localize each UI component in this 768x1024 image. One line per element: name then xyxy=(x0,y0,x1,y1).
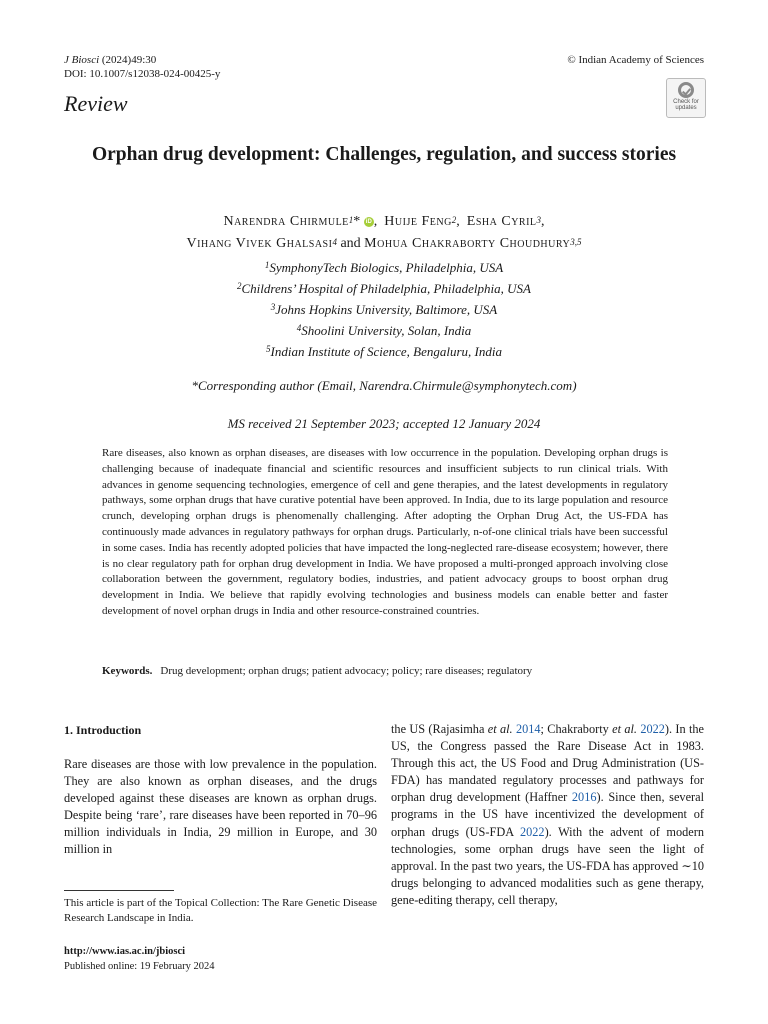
affiliation-number: 2 xyxy=(237,281,242,291)
affiliation-number: 3 xyxy=(270,302,276,312)
author-list: Narendra Chirmule$^1$* iD , Huije Feng$^2$, Esha Cyril$^3$, Vihang Vivek Ghalsasi$^4$ and Mohua Chakraborty Choudhury$^{3,5}$ xyxy=(186,214,582,251)
journal-citation xyxy=(64,53,220,81)
keywords-text: Drug development; orphan drugs; patient advocacy; policy; rare diseases; regulatory xyxy=(160,665,533,677)
author-name[interactable]: Huije Feng xyxy=(384,214,452,229)
affiliation-number: 5 xyxy=(266,344,271,354)
badge-label: Check for updates xyxy=(673,99,699,111)
citation-link[interactable]: 2022 xyxy=(640,722,665,736)
journal-volume: (2024)49:30 xyxy=(99,54,157,66)
affiliation xyxy=(64,299,704,320)
text-run: ; Chakraborty xyxy=(540,722,613,736)
text-run: et al. xyxy=(612,722,637,736)
author-sup: 4 xyxy=(332,237,337,247)
author-name[interactable]: Mohua Chakraborty Choudhury xyxy=(364,236,571,251)
author-name[interactable]: Vihang Vivek Ghalsasi xyxy=(186,236,333,251)
affiliation xyxy=(64,278,704,299)
manuscript-dates: MS received 21 September 2023; accepted 12 January 2024 xyxy=(227,416,541,431)
footnote-rule xyxy=(64,890,174,891)
affiliation xyxy=(64,341,704,362)
affiliations xyxy=(64,257,704,362)
abstract: Rare diseases, also known as orphan diseases, are diseases with low occurrence in the population. Developing orphan drugs is challenging because of inadequate financial and scientific resources and insufficient subjects to run clinical trials. With advances in genome sequencing technologies, emergence of cell and gene therapies, and the latest developments in regulatory pathways, some orphan drugs that have curative potential have been approved. In India, due to its large population and resource crunch, developing orphan drugs is phenomenally challenging. After adopting the Orphan Drug Act, the US-FDA has continuously made advances in regulatory pathways for orphan drugs. Particularly, n-of-one clinical trials have been successful in some cases. India has recently adopted policies that have impacted the long-neglected rare-disease ecosystem; however, there is no clear regulatory path for orphan drug development in India. We have proposed a multi-pronged approach involving close collaboration between the government, regulatory bodies, industries, and patient advocacy groups to boost orphan drug development in India. We believe that rapidly evolving technologies and business models can enable better and faster development of novel orphan drugs in India and other resource-constrained countries. xyxy=(102,447,668,617)
journal-name: J Biosci xyxy=(64,54,100,66)
text-run: et al. xyxy=(487,722,513,736)
corresponding-author: *Corresponding author (Email, Narendra.Chirmule@symphonytech.com) xyxy=(191,378,577,393)
author-sup: 1 xyxy=(348,215,354,225)
citation-link[interactable]: 2022 xyxy=(519,824,545,839)
affiliation xyxy=(64,320,704,341)
author-sup: 2 xyxy=(451,215,457,225)
body-paragraph-continued xyxy=(391,721,704,909)
footnote: This article is part of the Topical Collection: The Rare Genetic Disease Research Landscape in India. xyxy=(64,897,377,924)
text-run: ). With the advent of modern technologies, some orphan drugs have seen the light of approval. In the past two years, the US-FDA has approved ∼10 drugs belonging to advanced modalities such as gene therapy, gene-editing therapy, cell therapy, xyxy=(391,824,704,907)
published-date: Published online: 19 February 2024 xyxy=(64,961,215,972)
section-type: Review xyxy=(64,91,128,116)
author-conjunction: and xyxy=(336,236,365,251)
affiliation xyxy=(64,257,704,278)
check-updates-icon xyxy=(678,82,694,98)
text-run: ). Since then, several programs in the US have incentivized the development of orphan drugs (US-FDA xyxy=(391,790,704,839)
affiliation-text: SymphonyTech Biologics, Philadelphia, USA xyxy=(269,260,504,275)
affiliation-number: 1 xyxy=(264,260,270,270)
body-paragraph: Rare diseases are those with low prevalence in the population. They are also known as orphan diseases, and the drugs developed against these diseases are known as orphan drugs. Despite being ‘rare’, rare diseases have been reported in 70–96 million individuals in India, 29 million in Europe, and 30 million in xyxy=(64,757,377,856)
author-name[interactable]: Narendra Chirmule xyxy=(223,214,349,229)
publisher: © Indian Academy of Sciences xyxy=(567,54,704,66)
citation-link[interactable]: 2014 xyxy=(515,722,541,736)
author-sup: 3 xyxy=(536,215,542,225)
author-sup: 3,5 xyxy=(570,237,582,247)
corresponding-star: * xyxy=(353,214,361,229)
affiliation-text: Childrens’ Hospital of Philadelphia, Philadelphia, USA xyxy=(241,281,531,296)
keywords-label: Keywords. xyxy=(102,665,153,677)
citation-link[interactable]: 2016 xyxy=(571,790,597,805)
affiliation-text: Shoolini University, Solan, India xyxy=(301,323,472,338)
affiliation-text: Johns Hopkins University, Baltimore, USA xyxy=(275,302,498,317)
article-title: Orphan drug development: Challenges, regulation, and success stories xyxy=(91,144,677,165)
check-for-updates-badge[interactable] xyxy=(666,78,706,118)
page-footer xyxy=(64,944,215,974)
affiliation-number: 4 xyxy=(296,323,302,333)
doi[interactable]: DOI: 10.1007/s12038-024-00425-y xyxy=(64,68,221,80)
journal-url[interactable]: http://www.ias.ac.in/jbiosci xyxy=(64,946,186,957)
orcid-icon[interactable]: iD xyxy=(365,218,372,225)
author-name[interactable]: Esha Cyril xyxy=(466,214,537,229)
affiliation-text: Indian Institute of Science, Bengaluru, India xyxy=(270,344,502,359)
text-run: ). In the US, the Congress passed the Rare Disease Act in 1983. Through this act, the US Food and Drug Administration (US-FDA) has mandated regulatory processes and pathways for orphan drug development (Haffner xyxy=(391,722,705,805)
text-run: the US (Rajasimha xyxy=(391,722,488,736)
keywords xyxy=(102,665,668,677)
section-heading: 1. Introduction xyxy=(64,723,142,737)
